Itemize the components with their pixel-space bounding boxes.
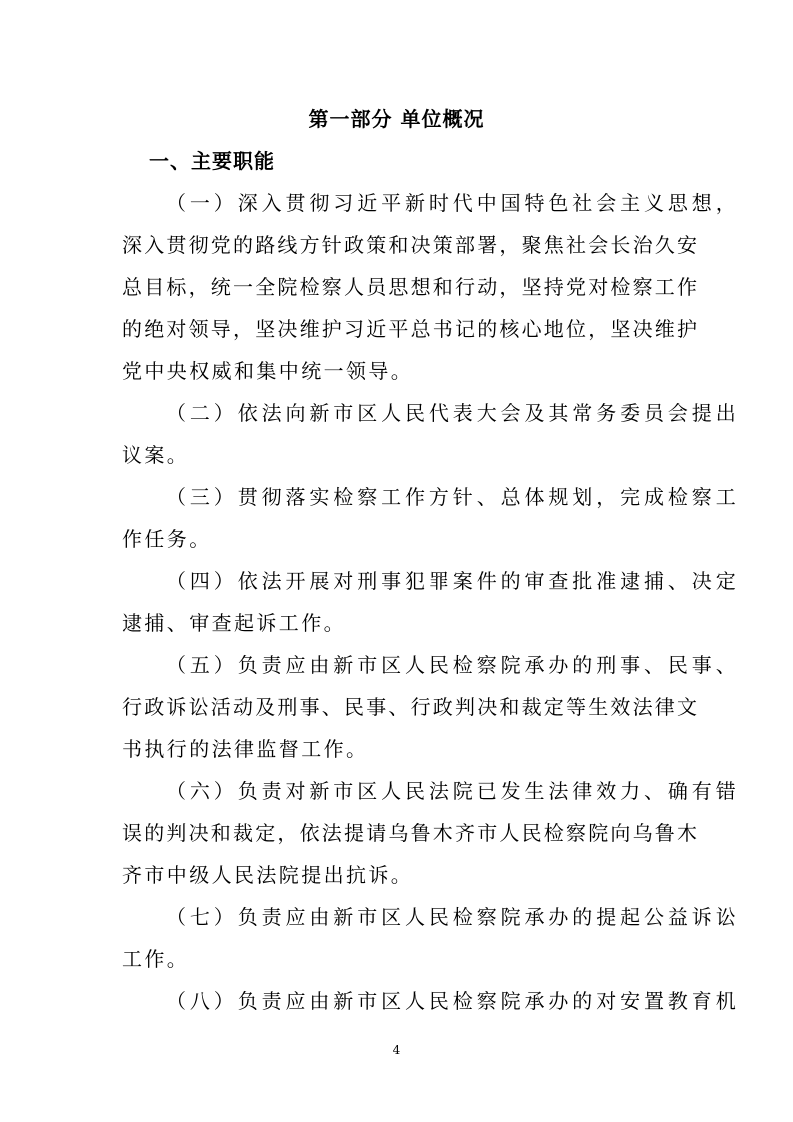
paragraph-line: 议案。 — [122, 443, 190, 467]
paragraph-line: 书执行的法律监督工作。 — [122, 737, 369, 761]
page-number: 4 — [392, 1043, 401, 1057]
paragraph-line: （四）依法开展对刑事犯罪案件的审查批准逮捕、决定 — [166, 569, 740, 593]
paragraph-line: （七）负责应由新市区人民检察院承办的提起公益诉讼 — [166, 905, 740, 929]
paragraph-line: 逮捕、审查起诉工作。 — [122, 611, 346, 635]
paragraph-line: 误的判决和裁定，依法提请乌鲁木齐市人民检察院向乌鲁木 — [122, 821, 700, 845]
paragraph-line: 齐市中级人民法院提出抗诉。 — [122, 863, 414, 887]
paragraph-line: 作任务。 — [122, 527, 212, 551]
paragraph-line: （六）负责对新市区人民法院已发生法律效力、确有错 — [166, 779, 740, 803]
subsection-heading: 一、主要职能 — [149, 149, 275, 173]
paragraph-line: 行政诉讼活动及刑事、民事、行政判决和裁定等生效法律文 — [122, 695, 700, 719]
paragraph-line: 的绝对领导，坚决维护习近平总书记的核心地位，坚决维护 — [122, 317, 700, 341]
paragraph-line: 深入贯彻党的路线方针政策和决策部署，聚焦社会长治久安 — [122, 233, 700, 257]
paragraph-line: （一）深入贯彻习近平新时代中国特色社会主义思想， — [166, 191, 740, 215]
section-title: 第一部分 单位概况 — [308, 107, 485, 131]
paragraph-line: （八）负责应由新市区人民检察院承办的对安置教育机 — [166, 989, 740, 1013]
paragraph-line: （五）负责应由新市区人民检察院承办的刑事、民事、 — [166, 653, 740, 677]
paragraph-line: 党中央权威和集中统一领导。 — [122, 359, 414, 383]
paragraph-line: 工作。 — [122, 947, 190, 971]
paragraph-line: （二）依法向新市区人民代表大会及其常务委员会提出 — [166, 401, 740, 425]
paragraph-line: （三）贯彻落实检察工作方针、总体规划，完成检察工 — [166, 485, 740, 509]
paragraph-line: 总目标，统一全院检察人员思想和行动，坚持党对检察工作 — [122, 275, 700, 299]
